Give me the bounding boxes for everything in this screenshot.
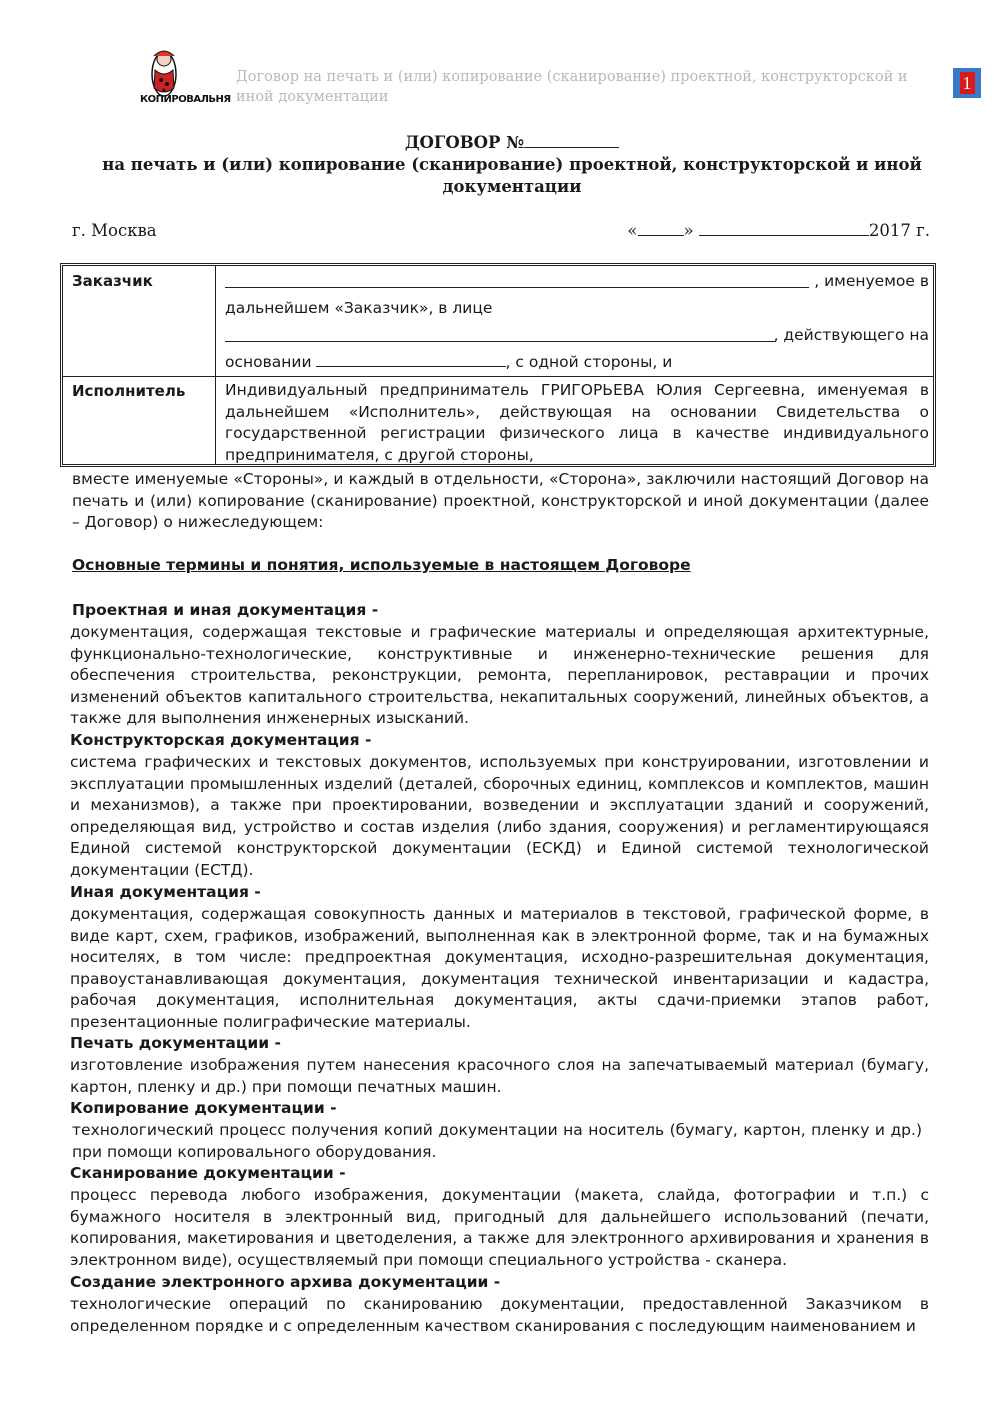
customer-basis-label: основании [225, 353, 312, 371]
term-definition: документация, содержащая текстовые и графические материалы и определяющая архитектурные, функционально-технологические, конструктивные и инженерно-технические решения для обеспечения строительства, реконструкции, ремонта, перепланировок, реставрации и прочих изменений объектов капитального строительства, некапитальных сооружений, линейных объектов, а также для выполнения инженерных изысканий. [70, 623, 929, 728]
contract-subtitle: на печать и (или) копирование (сканирование) проектной, конструкторской и иной документации [102, 155, 922, 196]
table-column-divider [215, 266, 216, 464]
customer-line1-end: , именуемое в [814, 272, 929, 290]
term-heading: Копирование документации - [70, 1099, 337, 1117]
term-heading: Проектная и иная документация - [72, 601, 379, 619]
table-row-divider [63, 376, 933, 377]
customer-line-4 [225, 349, 929, 376]
logo-wordmark: КОПИРОВАЛЬНЯ [140, 94, 231, 105]
term-definition: система графических и текстовых документов, используемых при конструировании, изготовлении и эксплуатации промышленных изделий (деталей, сборочных единиц, комплексов и комплектов, машин и механизмов), а также при проектировании, возведении и эксплуатации зданий и сооружений, определяющая вид, устройство и состав изделия (либо здания, сооружения) и регламентирующаяся Единой системой конструкторской документации (ЕСКД) и Единой системой технологической документации (ЕСТД). [70, 753, 929, 879]
term-heading: Сканирование документации - [70, 1164, 346, 1182]
executor-details: Индивидуальный предприниматель ГРИГОРЬЕВА Юлия Сергеевна, именуемая в дальнейшем «Исполнитель», действующая на основании Свидетельства о государственной регистрации физического лица в качестве индивидуального предпринимателя, с другой стороны, [225, 381, 929, 464]
day-blank[interactable] [638, 221, 684, 236]
customer-basis-blank[interactable] [316, 352, 506, 367]
page-number: 1 [960, 72, 975, 94]
preamble: вместе именуемые «Стороны», и каждый в отдельности, «Сторона», заключили настоящий Договор на печать и (или) копирование (сканирование) проектной, конструкторской и иной документации (далее – Договор) о нижеследующем: [72, 470, 929, 532]
date-close-quote: » [683, 221, 694, 240]
date-open-quote: « [627, 221, 638, 240]
contract-title [100, 132, 924, 154]
contract-number-blank[interactable] [524, 133, 619, 148]
running-title: Договор на печать и (или) копирование (сканирование) проектной, конструкторской и иной документации [236, 69, 908, 105]
term-definition: технологический процесс получения копий документации на носитель (бумагу, картон, пленку и др.) при помощи копировального оборудования. [72, 1121, 922, 1161]
customer-details [225, 268, 929, 376]
customer-line3-end: , действующего на [773, 326, 929, 344]
customer-line2-text: дальнейшем «Заказчик», в лице [225, 299, 493, 317]
place-city: г. Москва [72, 221, 157, 240]
term-heading: Создание электронного архива документации - [70, 1273, 501, 1291]
customer-name-blank[interactable] [225, 287, 809, 288]
page-number-badge [953, 68, 981, 98]
term-heading: Печать документации - [70, 1034, 281, 1052]
parties-table [60, 263, 936, 467]
term-definition: процесс перевода любого изображения, документации (макета, слайда, фотографии и т.п.) с бумажного носителя в электронный вид, пригодный для дальнейшего использований (печати, копирования, макетирования и цветоделения, а также для электронного архивирования и хранения в электронном виде), осуществляемый при помощи специального устройства - сканера. [70, 1186, 929, 1269]
term-heading: Конструкторская документация - [70, 731, 372, 749]
customer-line4-end: , с одной стороны, и [505, 353, 673, 371]
month-blank[interactable] [699, 221, 869, 236]
customer-line-2 [225, 295, 929, 322]
customer-line-1 [225, 268, 929, 295]
date-year: 2017 г. [868, 221, 930, 240]
customer-line-3 [225, 322, 929, 349]
contract-number-label: ДОГОВОР № [404, 133, 525, 152]
term-definition: изготовление изображения путем нанесения красочного слоя на запечатываемый материал (бумагу, картон, пленку и др.) при помощи печатных машин. [70, 1056, 929, 1096]
customer-representative-blank[interactable] [225, 341, 775, 342]
term-heading: Иная документация - [70, 883, 261, 901]
customer-label: Заказчик [72, 272, 153, 290]
term-definition: документация, содержащая совокупность данных и материалов в текстовой, графической форме, в виде карт, схем, графиков, изображений, выполненная как в электронной форме, так и на бумажных носителях, в том числе: предпроектная документация, исходно-разрешительная документация, правоустанавливающая документация, документация технической инвентаризации и кадастра, рабочая документация, исполнительная документация, акты сдачи-приемки этапов работ, презентационные полиграфические материалы. [70, 905, 929, 1031]
term-definition: технологические операций по сканированию документации, предоставленной Заказчиком в определенном порядке и с определенным качеством сканирования с последующим наименованием и [70, 1295, 929, 1335]
contract-date [627, 220, 930, 242]
section-heading: Основные термины и понятия, используемые в настоящем Договоре [72, 556, 691, 574]
executor-label: Исполнитель [72, 382, 186, 400]
